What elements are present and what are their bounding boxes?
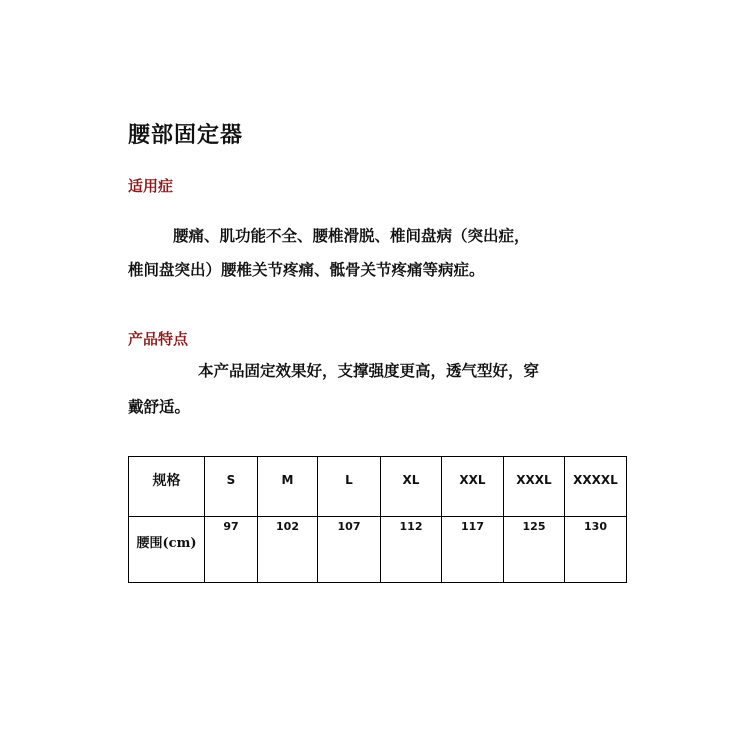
waist-row bbox=[129, 517, 627, 583]
indications-heading: 适用症 bbox=[128, 177, 174, 195]
size-header-row bbox=[129, 457, 627, 517]
size-cell-xxxl: XXXL bbox=[504, 457, 565, 517]
size-table bbox=[128, 456, 627, 583]
size-cell-s: S bbox=[205, 457, 258, 517]
size-cell-xxl: XXL bbox=[442, 457, 504, 517]
waist-row-label: 腰围(cm) bbox=[129, 517, 205, 583]
waist-cell-l: 107 bbox=[318, 517, 381, 583]
size-cell-xxxxl: XXXXL bbox=[565, 457, 627, 517]
indications-text-line-1: 腰痛、肌功能不全、腰椎滑脱、椎间盘病（突出症， bbox=[173, 226, 530, 245]
size-header-label: 规格 bbox=[129, 457, 205, 517]
page-title: 腰部固定器 bbox=[128, 122, 244, 148]
size-cell-l: L bbox=[318, 457, 381, 517]
features-text-line-2: 戴舒适。 bbox=[128, 397, 191, 416]
waist-cell-m: 102 bbox=[258, 517, 318, 583]
features-text-line-1: 本产品固定效果好，支撑强度更高，透气型好，穿 bbox=[198, 361, 540, 380]
waist-cell-xl: 112 bbox=[381, 517, 442, 583]
waist-cell-xxxxl: 130 bbox=[565, 517, 627, 583]
size-cell-xl: XL bbox=[381, 457, 442, 517]
features-heading: 产品特点 bbox=[128, 330, 189, 348]
size-cell-m: M bbox=[258, 457, 318, 517]
waist-cell-xxxl: 125 bbox=[504, 517, 565, 583]
waist-cell-xxl: 117 bbox=[442, 517, 504, 583]
waist-cell-s: 97 bbox=[205, 517, 258, 583]
indications-text-line-2: 椎间盘突出）腰椎关节疼痛、骶骨关节疼痛等病症。 bbox=[128, 260, 485, 279]
